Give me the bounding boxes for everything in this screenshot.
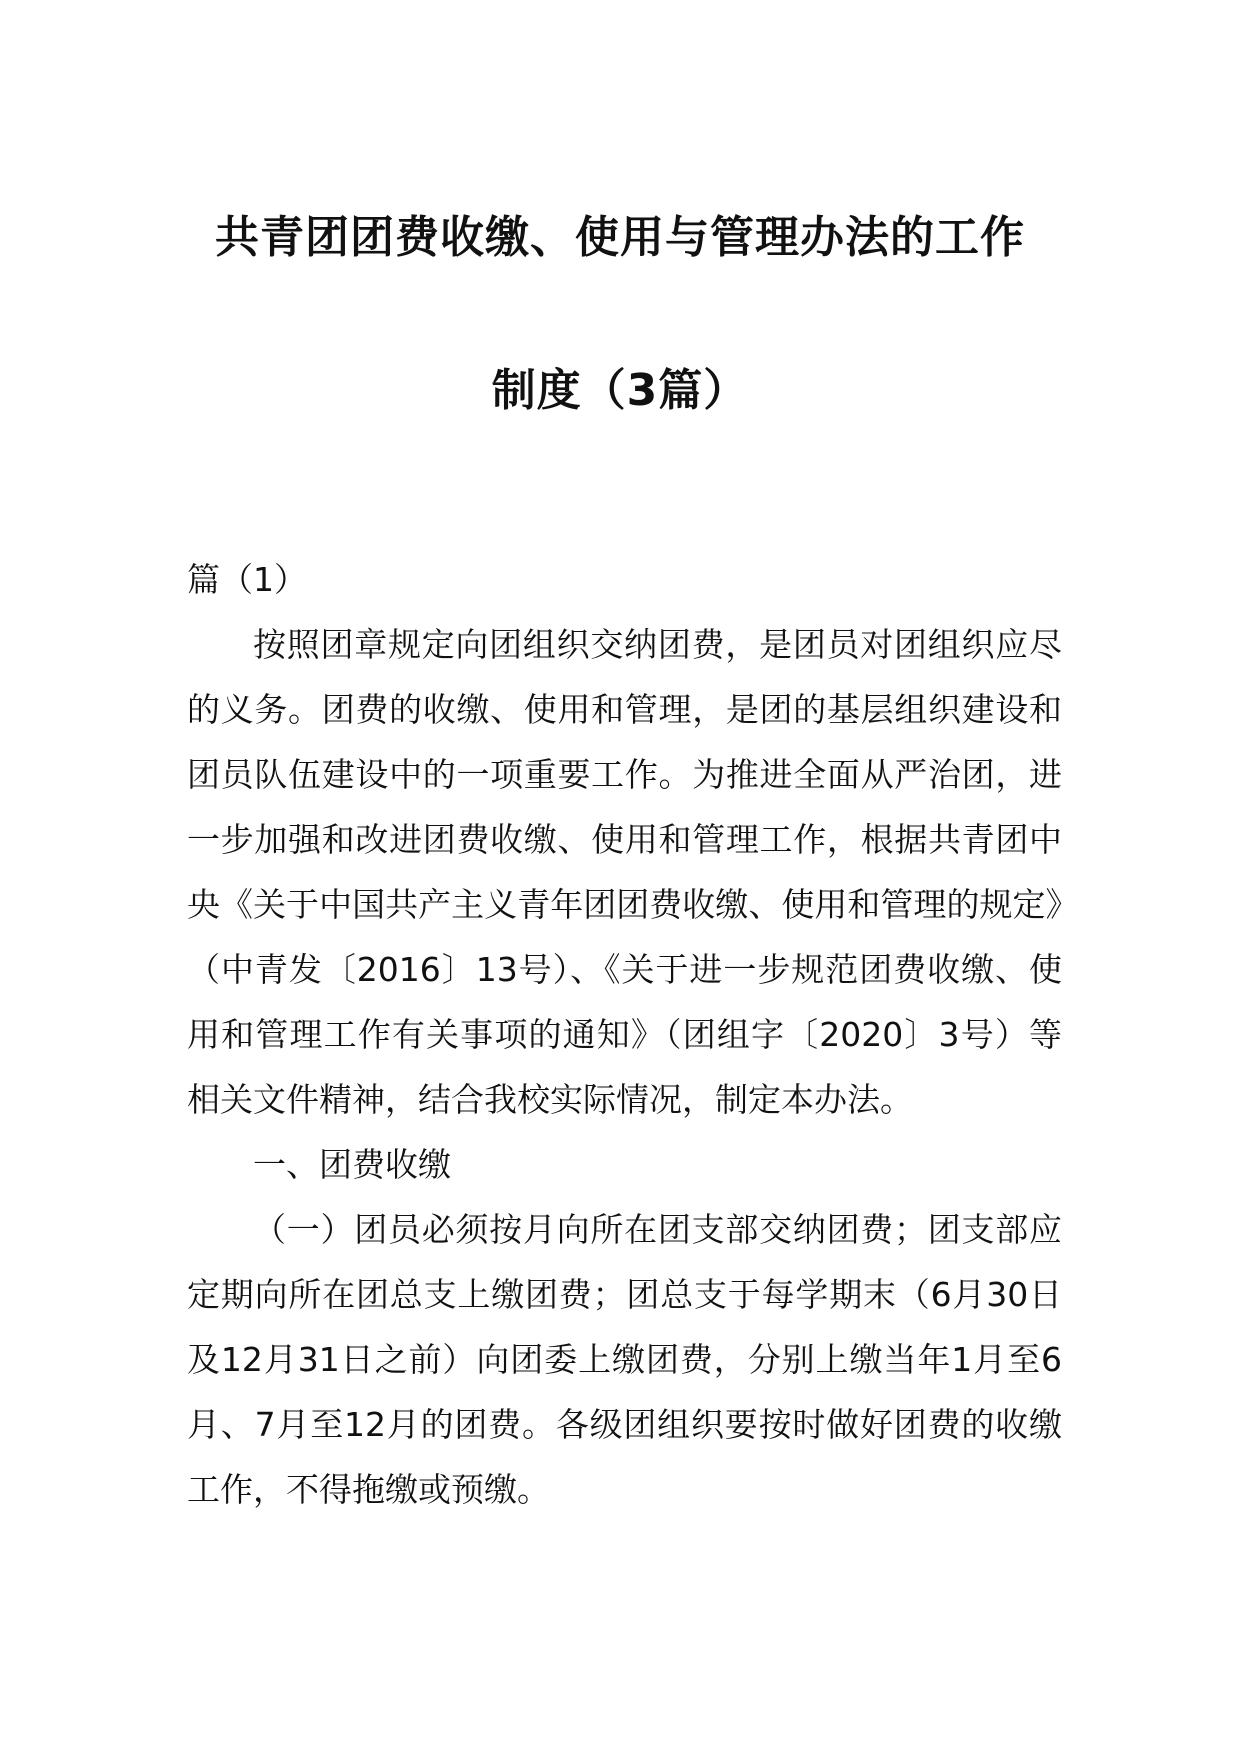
document-body — [187, 547, 1062, 1522]
document-title-line-1: 共青团团费收缴、使用与管理办法的工作 — [215, 212, 1025, 263]
heading-fee-collection: 一、团费收缴 — [253, 1145, 451, 1184]
paragraph-fee-collection-1: （一）团员必须按月向所在团支部交纳团费；团支部应定期向所在团总支上缴团费；团总支于每学期末（6月30日及12月31日之前）向团委上缴团费，分别上缴当年1月至6月、7月至12月的团费。各级团组织要按时做好团费的收缴工作，不得拖缴或预缴。 — [187, 1210, 1062, 1509]
paragraph-intro: 按照团章规定向团组织交纳团费，是团员对团组织应尽的义务。团费的收缴、使用和管理，是团的基层组织建设和团员队伍建设中的一项重要工作。为推进全面从严治团，进一步加强和改进团费收缴、使用和管理工作，根据共青团中央《关于中国共产主义青年团团费收缴、使用和管理的规定》（中青发〔2016〕13号）、《关于进一步规范团费收缴、使用和管理工作有关事项的通知》（团组字〔2020〕3号）等相关文件精神，结合我校实际情况，制定本办法。 — [187, 625, 1062, 1119]
document-title-line-2: 制度（3篇） — [491, 365, 749, 416]
section-label: 篇（1） — [187, 560, 307, 599]
